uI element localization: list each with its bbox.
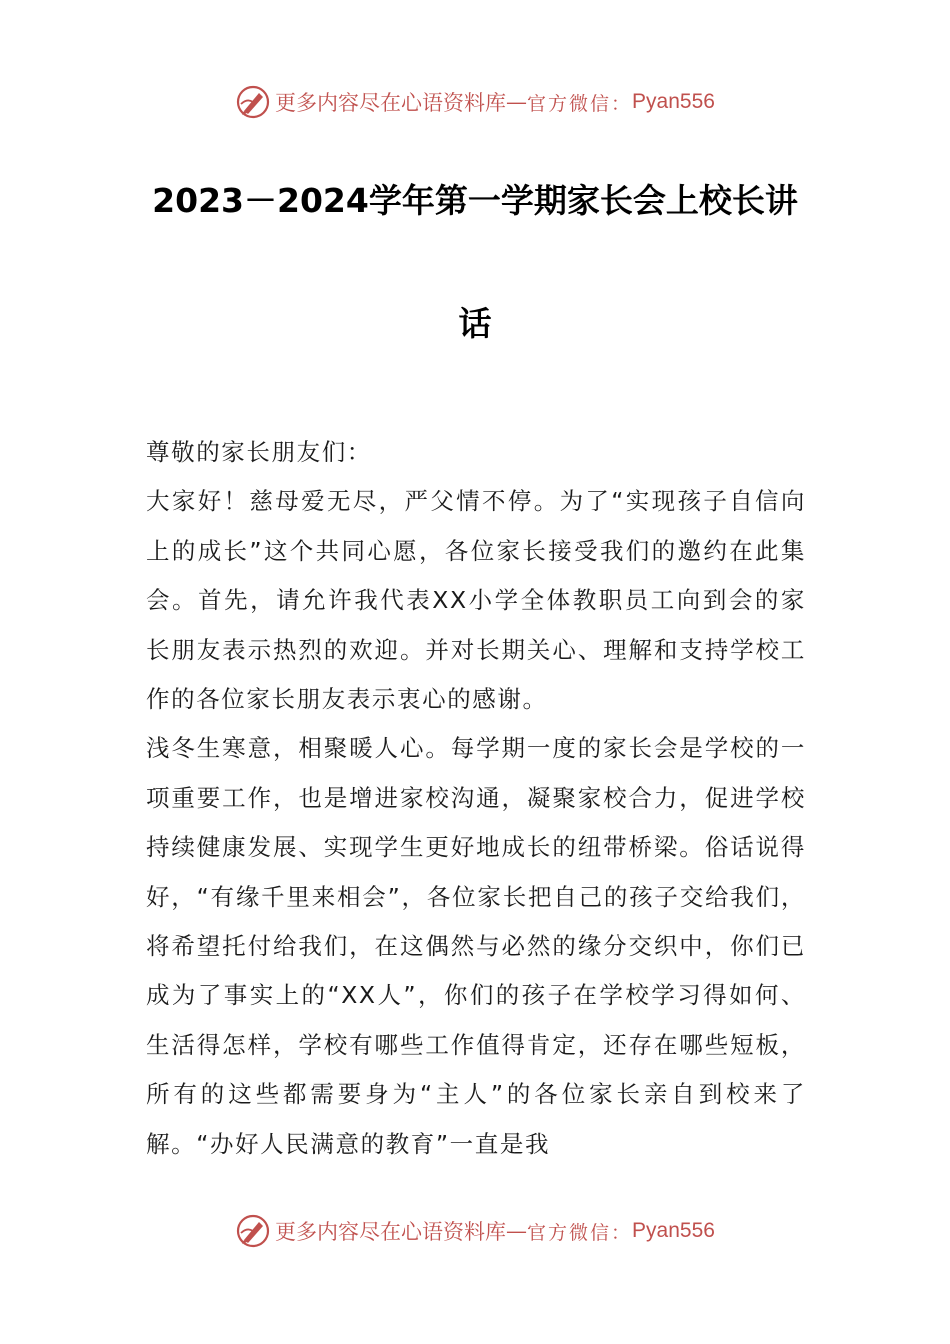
wechat-id: Pyan556 <box>632 90 715 113</box>
salutation: 尊敬的家长朋友们： <box>146 438 372 466</box>
paragraph: 浅冬生寒意，相聚暖人心。每学期一度的家长会是学校的一项重要工作，也是增进家校沟通，凝聚家校合力，促进学校持续健康发展、实现学生更好地成长的纽带桥梁。俗话说得好，“有缘千里来相会”，各位家长把自己的孩子交给我们，将希望托付给我们，在这偶然与必然的缘分交织中，你们已成为了事实上的“XX人”，你们的孩子在学校学习得如何、生活得怎样，学校有哪些工作值得肯定，还存在哪些短板，所有的这些都需要身为“主人”的各位家长亲自到校来了解。“办好人民满意的教育”一直是我 <box>146 734 806 1158</box>
wechat-label: 官方微信： <box>527 92 633 115</box>
footer-banner <box>0 1211 950 1251</box>
pen-logo-icon <box>235 1213 271 1249</box>
paragraph: 大家好！慈母爱无尽，严父情不停。为了“实现孩子自信向上的成长”这个共同心愿，各位家长接受我们的邀约在此集会。首先，请允许我代表XX小学全体教职员工向到会的家长朋友表示热烈的欢迎。并对长期关心、理解和支持学校工作的各位家长朋友表示衷心的感谢。 <box>146 487 806 714</box>
banner-dash: — <box>506 90 528 114</box>
document-title-line-1: 2023－2024学年第一学期家长会上校长讲 <box>152 181 798 220</box>
wechat-label: 官方微信： <box>527 1221 633 1244</box>
wechat-id: Pyan556 <box>632 1219 715 1242</box>
banner-dash: — <box>506 1219 528 1243</box>
promo-text: 更多内容尽在心语资料库 <box>275 1220 507 1244</box>
header-banner <box>0 82 950 122</box>
document-body <box>146 428 806 1169</box>
pen-logo-icon <box>235 84 271 120</box>
promo-text: 更多内容尽在心语资料库 <box>275 91 507 115</box>
document-title-line-2: 话 <box>458 304 492 343</box>
